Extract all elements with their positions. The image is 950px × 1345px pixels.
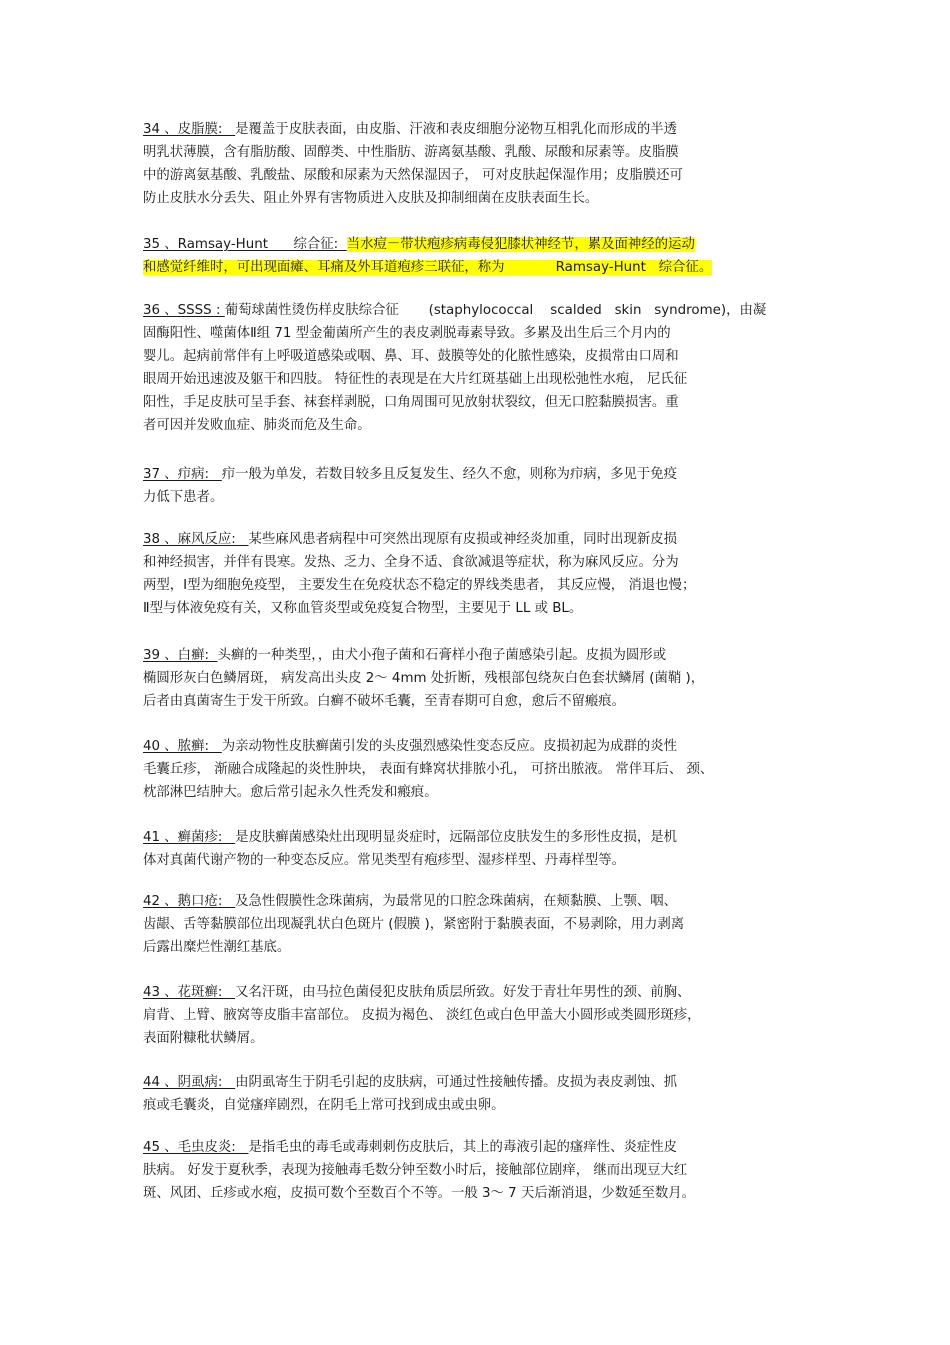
entry-term: 43 、花斑癣: bbox=[143, 985, 236, 1000]
entry-39-white-ringworm bbox=[143, 644, 808, 713]
entry-line: 中的游离氨基酸、乳酸盐、尿酸和尿素为天然保湿因子， 可对皮肤起保湿作用；皮脂膜还可 bbox=[143, 168, 683, 183]
entry-line bbox=[143, 644, 808, 667]
entry-text: 是指毛虫的毒毛或毒刺刺伤皮肤后，其上的毒液引起的瘙痒性、炎症性皮 bbox=[248, 1140, 678, 1155]
entry-term: 41 、癣菌疹: bbox=[143, 830, 236, 845]
entry-term: 37 、疖病: bbox=[143, 467, 222, 482]
entry-line bbox=[143, 735, 808, 758]
entry-line: 固酶阳性、噬菌体Ⅱ组 71 型金葡菌所产生的表皮剥脱毒素导致。多累及出生后三个月内的 bbox=[143, 326, 671, 341]
entry-40-kerion bbox=[143, 735, 808, 804]
entry-line: 眼周开始迅速波及躯干和四肢。 特征性的表现是在大片红斑基础上出现松弛性水疱， 尼氏征 bbox=[143, 372, 688, 387]
entry-line: 后者由真菌寄生于发干所致。白癣不破坏毛囊，至青春期可自愈，愈后不留瘢痕。 bbox=[143, 694, 626, 709]
entry-42-thrush bbox=[143, 890, 808, 959]
entry-term: 34 、皮脂膜: bbox=[143, 122, 236, 137]
entry-36-ssss bbox=[143, 299, 808, 437]
entry-text: 是皮肤癣菌感染灶出现明显炎症时，远隔部位皮肤发生的多形性皮损，是机 bbox=[235, 830, 678, 845]
entry-35-ramsay-hunt bbox=[143, 233, 808, 279]
entry-text: 为亲动物性皮肤癣菌引发的头皮强烈感染性变态反应。皮损初起为成群的炎性 bbox=[221, 739, 678, 754]
entry-37-furunculosis bbox=[143, 463, 808, 509]
entry-text: 及急性假膜性念珠菌病，为最常见的口腔念珠菌病，在颊黏膜、上颚、咽、 bbox=[235, 894, 678, 909]
entry-line: 肤病。 好发于夏秋季，表现为接触毒毛数分钟至数小时后，接触部位剧痒， 继而出现豆大红 bbox=[143, 1163, 688, 1178]
entry-line bbox=[143, 1071, 808, 1094]
entry-line bbox=[143, 826, 808, 849]
entry-38-leprosy-reaction bbox=[143, 528, 808, 620]
entry-line bbox=[143, 299, 808, 322]
entry-line bbox=[143, 1136, 808, 1159]
entry-line: 枕部淋巴结肿大。愈后常引起永久性秃发和瘢痕。 bbox=[143, 785, 438, 800]
entry-text: 疖一般为单发，若数目较多且反复发生、经久不愈，则称为疖病，多见于免疫 bbox=[221, 467, 678, 482]
entry-line: 和神经损害，并伴有畏寒。发热、乏力、全身不适、食欲减退等症状，称为麻风反应。分为 bbox=[143, 555, 679, 570]
entry-line: 椭圆形灰白色鳞屑斑， 病发高出头皮 2～ 4mm 处折断，残根部包绕灰白色套状鳞屑 (菌鞘 )， bbox=[143, 671, 705, 686]
entry-term: 39 、白癣: bbox=[143, 648, 218, 663]
entry-44-pediculosis-pubis bbox=[143, 1071, 808, 1117]
entry-line bbox=[143, 463, 808, 486]
entry-line: 防止皮肤水分丢失、阻止外界有害物质进入皮肤及抑制细菌在皮肤表面生长。 bbox=[143, 191, 599, 206]
highlighted-text: 当水痘－带状疱疹病毒侵犯膝状神经节，累及面神经的运动 bbox=[346, 237, 695, 252]
entry-term: 42 、鹅口疮: bbox=[143, 894, 236, 909]
entry-line: 明乳状薄膜，含有脂肪酸、固醇类、中性脂肪、游离氨基酸、乳酸、尿酸和尿素等。皮脂膜 bbox=[143, 145, 679, 160]
entry-term: 36 、SSSS : bbox=[143, 303, 225, 318]
entry-line: 两型，Ⅰ型为细胞免疫型， 主要发生在免疫状态不稳定的界线类患者， 其反应慢， 消退也慢； bbox=[143, 578, 696, 593]
entry-term: 45 、毛虫皮炎: bbox=[143, 1140, 249, 1155]
entry-text: 是覆盖于皮肤表面，由皮脂、汗液和表皮细胞分泌物互相乳化而形成的半透 bbox=[235, 122, 678, 137]
highlighted-text: 和感觉纤维时，可出现面瘫、耳痛及外耳道疱疹三联征，称为 Ramsay-Hunt 综合征。 bbox=[143, 260, 713, 275]
entry-line bbox=[143, 528, 808, 551]
entry-line: 齿龈、舌等黏膜部位出现凝乳状白色斑片 (假膜 )，紧密附于黏膜表面，不易剥除，用力剥离 bbox=[143, 917, 685, 932]
entry-line: 毛囊丘疹， 渐融合成隆起的炎性肿块， 表面有蜂窝状排脓小孔， 可挤出脓液。 常伴耳后、 颈、 bbox=[143, 762, 714, 777]
entry-43-tinea-versicolor bbox=[143, 981, 808, 1050]
entry-term: 40 、脓癣: bbox=[143, 739, 222, 754]
entry-term: 38 、麻风反应: bbox=[143, 532, 249, 547]
entry-line bbox=[143, 118, 808, 141]
entry-line: 力低下患者。 bbox=[143, 490, 224, 505]
entry-text: 又名汗斑，由马拉色菌侵犯皮肤角质层所致。好发于青壮年男性的颈、前胸、 bbox=[235, 985, 691, 1000]
entry-term: 35 、Ramsay-Hunt 综合征: bbox=[143, 237, 347, 252]
entry-text: 葡萄球菌性烫伤样皮肤综合征 (staphylococcal scalded skin syndrome)，由凝 bbox=[224, 303, 767, 318]
entry-line bbox=[143, 233, 808, 256]
entry-45-caterpillar-dermatitis bbox=[143, 1136, 808, 1205]
entry-text: 某些麻风患者病程中可突然出现原有皮损或神经炎加重，同时出现新皮损 bbox=[248, 532, 678, 547]
entry-line: 阳性，手足皮肤可呈手套、袜套样剥脱，口角周围可见放射状裂纹，但无口腔黏膜损害。重 bbox=[143, 395, 679, 410]
entry-41-dermatophytid bbox=[143, 826, 808, 872]
entry-line: 痕或毛囊炎，自觉瘙痒剧烈，在阴毛上常可找到成虫或虫卵。 bbox=[143, 1098, 505, 1113]
entry-text: 头癣的一种类型，，由犬小孢子菌和石膏样小孢子菌感染引起。皮损为圆形或 bbox=[217, 648, 667, 663]
entry-line bbox=[143, 256, 808, 279]
entry-34-sebum-film bbox=[143, 118, 808, 210]
entry-line bbox=[143, 981, 808, 1004]
entry-line: 体对真菌代谢产物的一种变态反应。常见类型有疱疹型、湿疹样型、丹毒样型等。 bbox=[143, 853, 626, 868]
entry-text: 由阴虱寄生于阴毛引起的皮肤病，可通过性接触传播。皮损为表皮剥蚀、抓 bbox=[235, 1075, 678, 1090]
entry-line: 斑、风团、丘疹或水疱，皮损可数个至数百个不等。一般 3～ 7 天后渐消退，少数延至数月。 bbox=[143, 1186, 696, 1201]
entry-line: 肩背、上臂、腋窝等皮脂丰富部位。 皮损为褐色、 淡红色或白色甲盖大小圆形或类圆形斑疹， bbox=[143, 1008, 701, 1023]
entry-line: 婴儿。起病前常伴有上呼吸道感染或咽、鼻、耳、鼓膜等处的化脓性感染，皮损常由口周和 bbox=[143, 349, 679, 364]
entry-term: 44 、阴虱病: bbox=[143, 1075, 236, 1090]
entry-line: Ⅱ型与体液免疫有关，又称血管炎型或免疫复合物型，主要见于 LL 或 BL。 bbox=[143, 601, 583, 616]
entry-line: 表面附糠秕状鳞屑。 bbox=[143, 1031, 264, 1046]
entry-line: 后露出糜烂性潮红基底。 bbox=[143, 940, 291, 955]
entry-line bbox=[143, 890, 808, 913]
entry-line: 者可因并发败血症、肺炎而危及生命。 bbox=[143, 418, 371, 433]
